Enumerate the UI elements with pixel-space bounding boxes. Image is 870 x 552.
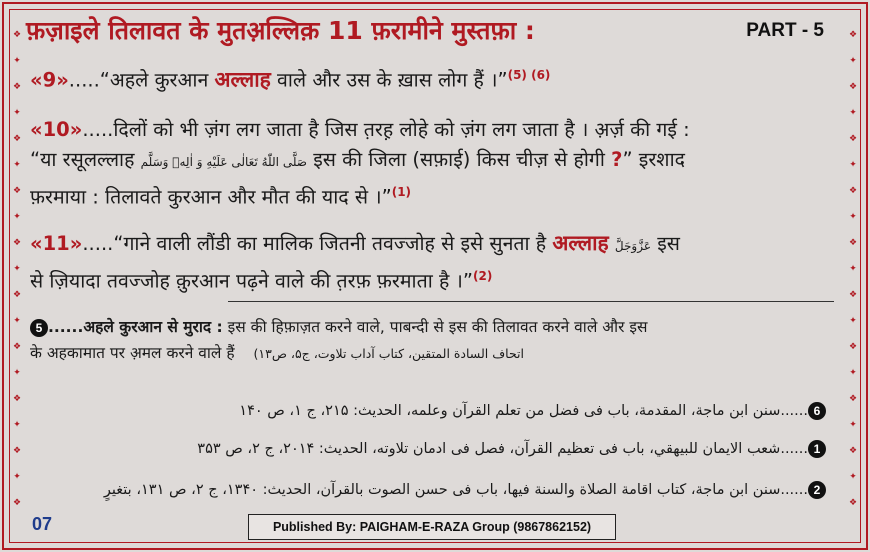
hadith-9-refs: (5) (6) (507, 68, 551, 82)
right-ornament: ❖ ✦ ❖ ✦ ❖ ✦ ❖ ✦ ❖ ✦ ❖ ✦ ❖ ✦ ❖ ✦ ❖ ✦ ❖ (848, 30, 858, 508)
hadith-11-line-1: «11».....“गाने वाली लौंडी का मालिक जितनी तवज्जोह से इसे सुनता है अल्लाह عَزَّوَجَلَّ इस (30, 231, 680, 255)
publisher-box: Published By: PAIGHAM-E-RAZA Group (9867862152) (248, 514, 616, 540)
left-ornament: ❖ ✦ ❖ ✦ ❖ ✦ ❖ ✦ ❖ ✦ ❖ ✦ ❖ ✦ ❖ ✦ ❖ ✦ ❖ (12, 30, 22, 508)
hadith-10-ref: (1) (391, 185, 412, 199)
note-5-line-2: के अहकामात पर अ़मल करने वाले हैं (اتحاف السادة المتقين، كتاب آداب تلاوت، ج۵، ص۱۳ (30, 344, 525, 362)
note-5 (30, 314, 840, 367)
allah-word: अल्लाह (214, 67, 271, 92)
hadith-9-number: «9» (30, 68, 69, 92)
note-5-line-1: 5 ......अहले कुरआन से मुराद : इस की हिफ़ाज़त करने वाले, पाबन्दी से इस की तिलावत करने वाले और इस (30, 314, 840, 340)
hadith-9 (30, 60, 844, 96)
question-mark: ? (611, 148, 623, 171)
hadith-11-ref: (2) (473, 269, 493, 283)
page-number: 07 (32, 514, 53, 534)
hadith-10-number: «10» (30, 118, 83, 141)
azza-wajal-arabic: عَزَّوَجَلَّ (614, 239, 651, 253)
hadith-11-number: «11» (30, 232, 83, 255)
hadith-10-line-3: फ़रमाया : तिलावते कुरआन और मौत की याद से ।”$^{(1)}$ (30, 185, 412, 209)
footnote-1: 1......شعب الايمان للبيهقي، باب فى تعظيم القرآن، فصل فى ادمان تلاوته، الحديث: ۲۰۱۴، ج ۲، ص ۳۵۳ (197, 440, 826, 458)
footnote-2: 2......سنن ابن ماجة، كتاب اقامة الصلاة والسنة فيها، باب فى حسن الصوت بالقرآن، الحديث: ۱۳۴۰، ج ۲، ص ۱۳۱، بتغيرٍ (104, 481, 826, 499)
part-label: PART - 5 (746, 20, 824, 41)
hadith-9-text-post: वाले और उस के ख़ास लोग हैं ।” (277, 68, 508, 92)
hadith-9-text-pre: .....“अहले कुरआन (68, 68, 209, 92)
hadith-11-line-2: से ज़ियादा तवज्जोह क़ुरआन पढ़ने वाले की त़रफ़ फ़रमाता है ।”$^{(2)}$ (30, 269, 493, 293)
note-5-heading: ......अहले कुरआन से मुराद : (48, 318, 223, 336)
footnote-2-number: 2 (808, 481, 826, 499)
note-5-arabic-ref: (اتحاف السادة المتقين، كتاب آداب تلاوت، ج۵، ص۱۳ (253, 346, 525, 361)
note-5-number: 5 (30, 319, 48, 337)
footnote-6: 6......سنن ابن ماجة، المقدمة، باب فى فضل من تعلم القرآن وعلمه، الحديث: ۲۱۵، ج ۱، ص ۱۴۰ (239, 402, 826, 420)
title-bar (22, 12, 848, 52)
hadith-10-line-1: «10».....दिलों को भी ज़ंग लग जाता है जिस त़रह़ लोहे को ज़ंग लग जाता है । अ़र्ज़ की गई : (30, 118, 690, 141)
allah-word-2: अल्लाह (552, 231, 609, 255)
hadith-10-line-2: “या रसूलल्लाह صَلَّى اللّٰهُ تَعَالٰى عَلَيْهِ وَ اٰلِهٖ وَسَلَّم इस की जिला (सफ़ाई) किस चीज़ से होगी ?” इरशाद (30, 148, 685, 171)
page-title: फ़ज़ाइले तिलावत के मुतअ़ल्लिक़ 11 फ़रामीने मुस्तफ़ा : (26, 16, 535, 45)
hadith-10 (30, 115, 844, 213)
footnote-1-number: 1 (808, 440, 826, 458)
section-divider (228, 301, 834, 302)
hadith-11 (30, 228, 844, 297)
salutation-arabic: صَلَّى اللّٰهُ تَعَالٰى عَلَيْهِ وَ اٰلِهٖ وَسَلَّم (140, 155, 307, 169)
footnote-6-number: 6 (808, 402, 826, 420)
